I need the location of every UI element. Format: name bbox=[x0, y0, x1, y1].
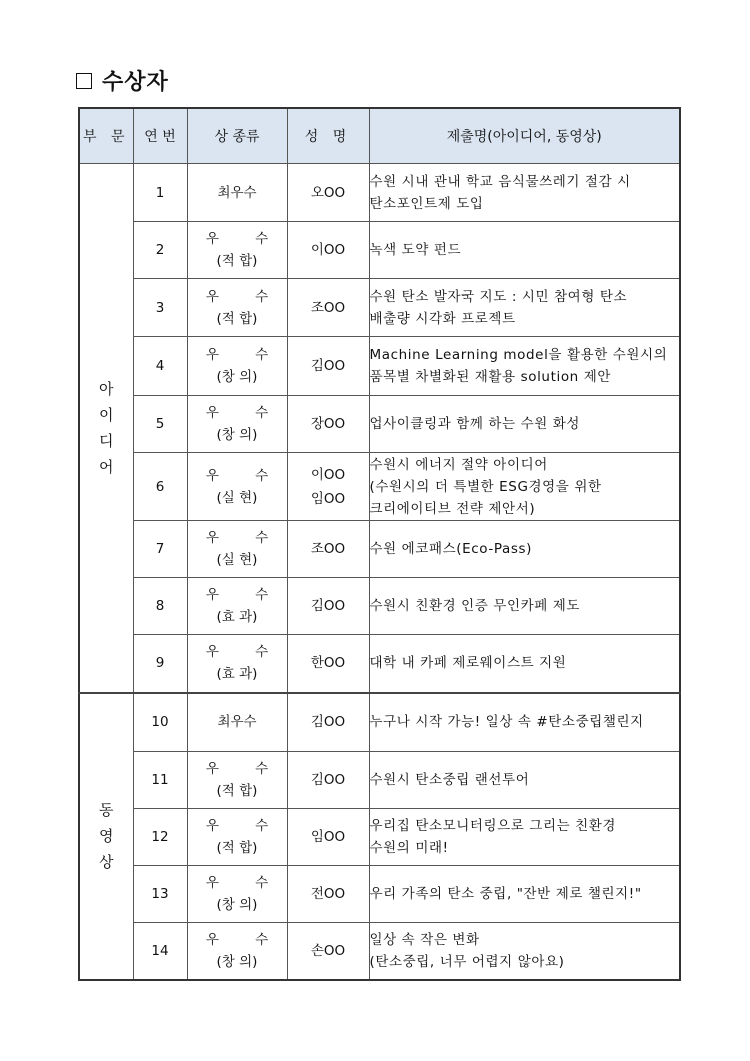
award-type-main: 우 수 bbox=[205, 405, 285, 421]
table-row bbox=[79, 521, 680, 578]
header-row bbox=[79, 108, 680, 164]
winner-name-line: 전OO bbox=[310, 886, 346, 902]
row-number: 6 bbox=[133, 453, 187, 521]
header-category: 부 문 bbox=[79, 108, 133, 164]
submission-title bbox=[369, 809, 680, 866]
winner-name bbox=[287, 923, 369, 980]
award-type bbox=[187, 866, 287, 923]
winner-name-line: 조OO bbox=[310, 541, 346, 557]
table-row bbox=[79, 635, 680, 693]
award-type-sub: (창 의) bbox=[216, 369, 258, 385]
table-row bbox=[79, 337, 680, 396]
submission-title bbox=[369, 337, 680, 396]
award-type bbox=[187, 693, 287, 752]
submission-title-line: 누구나 시작 가능! 일상 속 #탄소중립챌린지 bbox=[369, 714, 644, 731]
submission-title-line: Machine Learning model을 활용한 수원시의 bbox=[369, 347, 668, 363]
submission-title bbox=[369, 279, 680, 337]
award-type-main: 우 수 bbox=[205, 467, 285, 484]
submission-title bbox=[369, 866, 680, 923]
table-row bbox=[79, 809, 680, 866]
winner-name-line: 이OO bbox=[310, 466, 346, 483]
row-number: 2 bbox=[133, 222, 187, 279]
winner-name-line: 임OO bbox=[310, 829, 346, 845]
awards-table bbox=[78, 107, 681, 981]
winner-name-line: 이OO bbox=[310, 242, 346, 258]
winner-name-line: 장OO bbox=[310, 416, 346, 432]
table-row bbox=[79, 164, 680, 222]
submission-title bbox=[369, 752, 680, 809]
submission-title bbox=[369, 222, 680, 279]
row-number: 10 bbox=[133, 693, 187, 752]
checkbox-square-icon bbox=[76, 73, 92, 89]
row-number: 1 bbox=[133, 164, 187, 222]
submission-title-line: 우리 가족의 탄소 중립, "잔반 제로 챌린지!" bbox=[369, 886, 642, 902]
submission-title-line: 대학 내 카페 제로웨이스트 지원 bbox=[369, 655, 567, 672]
award-type bbox=[187, 453, 287, 521]
winner-name bbox=[287, 752, 369, 809]
submission-title bbox=[369, 578, 680, 635]
award-type bbox=[187, 337, 287, 396]
winner-name bbox=[287, 866, 369, 923]
submission-title bbox=[369, 693, 680, 752]
row-number: 7 bbox=[133, 521, 187, 578]
winner-name-line: 김OO bbox=[310, 358, 346, 374]
winner-name bbox=[287, 279, 369, 337]
submission-title-line: 수원 에코패스(Eco-Pass) bbox=[369, 541, 532, 557]
category-cell: 아 이 디 어 bbox=[79, 164, 133, 693]
winner-name-line: 오OO bbox=[310, 184, 346, 201]
row-number: 8 bbox=[133, 578, 187, 635]
winner-name-line: 조OO bbox=[310, 299, 346, 316]
table-row bbox=[79, 693, 680, 752]
award-type-main: 우 수 bbox=[205, 875, 285, 891]
winner-name-line: 손OO bbox=[310, 942, 346, 959]
submission-title-line: 수원시 에너지 절약 아이디어 bbox=[369, 456, 548, 473]
category-cell: 동 영 상 bbox=[79, 693, 133, 980]
award-type bbox=[187, 521, 287, 578]
submission-title-line: 수원시 탄소중립 랜선투어 bbox=[369, 772, 530, 788]
submission-title-line: 녹색 도약 펀드 bbox=[369, 242, 462, 258]
submission-title-line: 일상 속 작은 변화 bbox=[369, 931, 480, 948]
submission-title-line: 수원 시내 관내 학교 음식물쓰레기 절감 시 bbox=[369, 173, 631, 190]
submission-title bbox=[369, 923, 680, 980]
winner-name bbox=[287, 222, 369, 279]
header-award-type: 상 종류 bbox=[187, 108, 287, 164]
award-type-sub: (적 합) bbox=[216, 310, 258, 327]
winner-name bbox=[287, 453, 369, 521]
table-row bbox=[79, 866, 680, 923]
submission-title-line: 품목별 차별화된 재활용 solution 제안 bbox=[369, 369, 612, 385]
submission-title-line: (수원시의 더 특별한 ESG경영을 위한 bbox=[369, 478, 602, 495]
table-row bbox=[79, 222, 680, 279]
winner-name bbox=[287, 635, 369, 693]
table-row bbox=[79, 752, 680, 809]
award-type-sub: (효 과) bbox=[216, 666, 258, 683]
award-type-main: 우 수 bbox=[205, 818, 285, 834]
award-type-sub: (창 의) bbox=[216, 897, 258, 913]
row-number: 14 bbox=[133, 923, 187, 980]
award-type bbox=[187, 578, 287, 635]
award-type bbox=[187, 635, 287, 693]
winner-name bbox=[287, 578, 369, 635]
row-number: 4 bbox=[133, 337, 187, 396]
winner-name-line: 김OO bbox=[310, 714, 346, 731]
row-number: 11 bbox=[133, 752, 187, 809]
award-type-sub: (효 과) bbox=[216, 609, 258, 625]
submission-title-line: 탄소포인트제 도입 bbox=[369, 195, 484, 212]
award-type-sub: (적 합) bbox=[216, 840, 258, 856]
submission-title-line: 수원 탄소 발자국 지도 : 시민 참여형 탄소 bbox=[369, 288, 628, 305]
table-row bbox=[79, 453, 680, 521]
winner-name-line: 김OO bbox=[310, 772, 346, 788]
submission-title bbox=[369, 453, 680, 521]
table-body bbox=[79, 164, 680, 980]
award-type-main: 우 수 bbox=[205, 587, 285, 603]
heading-title: 수상자 bbox=[102, 69, 169, 95]
submission-title-line: 업사이클링과 함께 하는 수원 화성 bbox=[369, 416, 581, 432]
submission-title-line: 수원의 미래! bbox=[369, 840, 449, 856]
winner-name bbox=[287, 521, 369, 578]
award-type-sub: (적 합) bbox=[216, 783, 258, 799]
award-type bbox=[187, 396, 287, 453]
award-type-main: 우 수 bbox=[205, 347, 285, 363]
header-number: 연 번 bbox=[133, 108, 187, 164]
submission-title bbox=[369, 521, 680, 578]
winner-name-line: 한OO bbox=[310, 655, 346, 672]
award-type-main: 우 수 bbox=[205, 288, 285, 305]
header-submission: 제출명(아이디어, 동영상) bbox=[369, 108, 680, 164]
submission-title bbox=[369, 635, 680, 693]
submission-title-line: 수원시 친환경 인증 무인카페 제도 bbox=[369, 598, 581, 614]
submission-title-line: 배출량 시각화 프로젝트 bbox=[369, 310, 516, 327]
header-name: 성 명 bbox=[287, 108, 369, 164]
award-type-sub: (실 현) bbox=[216, 552, 258, 568]
row-number: 12 bbox=[133, 809, 187, 866]
table-row bbox=[79, 923, 680, 980]
winner-name bbox=[287, 164, 369, 222]
row-number: 9 bbox=[133, 635, 187, 693]
award-type-main: 최우수 bbox=[217, 714, 257, 731]
award-type-main: 우 수 bbox=[205, 761, 285, 777]
award-type bbox=[187, 222, 287, 279]
award-type-main: 우 수 bbox=[205, 231, 285, 247]
row-number: 3 bbox=[133, 279, 187, 337]
award-type bbox=[187, 752, 287, 809]
winner-name-line: 임OO bbox=[310, 490, 346, 507]
award-type-main: 최우수 bbox=[217, 184, 257, 201]
winner-name bbox=[287, 693, 369, 752]
award-type bbox=[187, 809, 287, 866]
table-header bbox=[79, 108, 680, 164]
row-number: 13 bbox=[133, 866, 187, 923]
table-row bbox=[79, 279, 680, 337]
winner-name bbox=[287, 809, 369, 866]
winner-name bbox=[287, 396, 369, 453]
submission-title bbox=[369, 396, 680, 453]
award-type-sub: (실 현) bbox=[216, 489, 258, 506]
section-heading bbox=[76, 64, 169, 96]
table-row bbox=[79, 396, 680, 453]
award-type-sub: (적 합) bbox=[216, 253, 258, 269]
submission-title-line: (탄소중립, 너무 어렵지 않아요) bbox=[369, 953, 565, 970]
award-type bbox=[187, 279, 287, 337]
award-type bbox=[187, 164, 287, 222]
submission-title-line: 크리에이티브 전략 제안서) bbox=[369, 500, 536, 517]
award-type-main: 우 수 bbox=[205, 530, 285, 546]
award-type-main: 우 수 bbox=[205, 931, 285, 948]
winner-name-line: 김OO bbox=[310, 598, 346, 614]
award-type bbox=[187, 923, 287, 980]
award-type-sub: (창 의) bbox=[216, 427, 258, 443]
row-number: 5 bbox=[133, 396, 187, 453]
submission-title bbox=[369, 164, 680, 222]
award-type-main: 우 수 bbox=[205, 644, 285, 661]
award-type-sub: (창 의) bbox=[216, 953, 258, 970]
submission-title-line: 우리집 탄소모니터링으로 그리는 친환경 bbox=[369, 818, 617, 834]
winner-name bbox=[287, 337, 369, 396]
table-row bbox=[79, 578, 680, 635]
